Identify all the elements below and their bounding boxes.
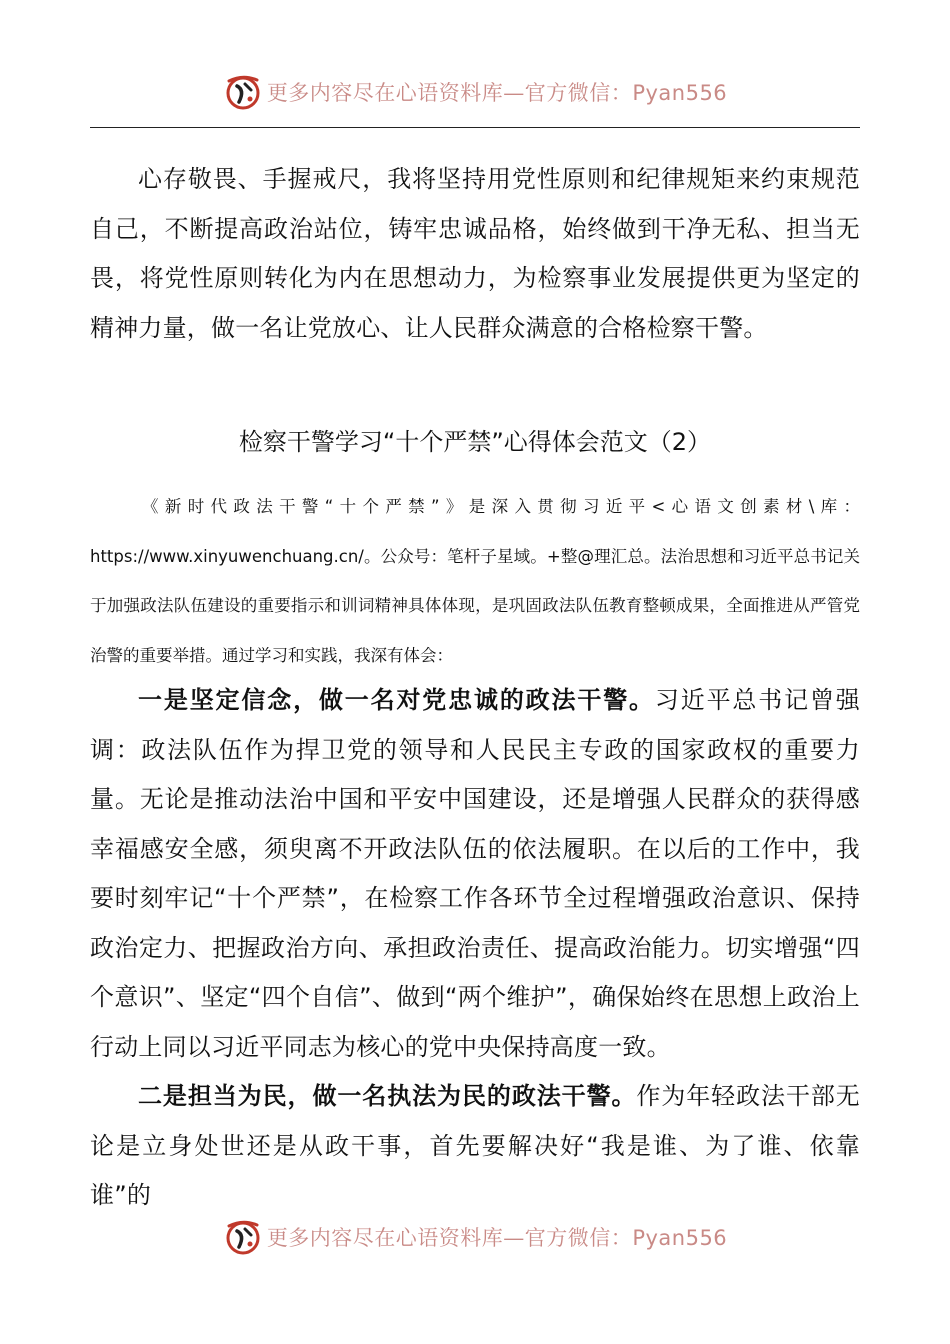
footer-watermark (0, 1215, 950, 1259)
brand-logo-icon (223, 1217, 263, 1257)
brand-logo-icon (223, 72, 263, 112)
point-1-lead: 一是坚定信念，做一名对党忠诚的政法干警。 (138, 686, 655, 714)
wechat-id: Pyan556 (632, 1226, 728, 1250)
wechat-id: Pyan556 (632, 81, 728, 105)
watermark-text: 更多内容尽在心语资料库—官方微信：Pyan556 (266, 1226, 728, 1250)
point-1-body: 习近平总书记曾强调：政法队伍作为捍卫党的领导和人民民主专政的国家政权的重要力量。无论是推动法治中国和平安中国建设，还是增强人民群众的获得感幸福感安全感，须臾离不开政法队伍的依法履职。在以后的工作中，我要时刻牢记“十个严禁”，在检察工作各环节全过程增强政治意识、保持政治定力、把握政治方向、承担政治责任、提高政治能力。切实增强“四个意识”、坚定“四个自信”、做到“两个维护”，确保始终在思想上政治上行动上同以习近平同志为核心的党中央保持高度一致。 (90, 686, 860, 1061)
point-2-lead: 二是担当为民，做一名执法为民的政法干警。 (138, 1082, 637, 1110)
point-2-paragraph (90, 1072, 860, 1221)
point-1-paragraph (90, 676, 860, 1072)
point-2-body: 作为年轻政法干部无论是立身处世还是从政干事，首先要解决好“我是谁、为了谁、依靠谁”的 (90, 1082, 860, 1209)
watermark-text: 更多内容尽在心语资料库—官方微信：Pyan556 (266, 81, 728, 105)
article-title: 检察干警学习“十个严禁”心得体会范文（2） (238, 428, 712, 456)
article-intro: 《新时代政法干警“十个严禁”》是深入贯彻习近平<心语文创素材\库：https://www.xinyuwenchuang.cn/。公众号：笔杆子星域。+整@理汇总。法治思想和习近平总书记关于加强政法队伍建设的重要指示和训词精神具体体现，是巩固政法队伍教育整顿成果，全面推进从严管党治警的重要举措。通过学习和实践，我深有体会： (90, 497, 860, 665)
header-watermark (0, 70, 950, 114)
header-divider (90, 127, 860, 128)
closing-paragraph: 心存敬畏、手握戒尺，我将坚持用党性原则和纪律规矩来约束规范自己，不断提高政治站位，铸牢忠诚品格，始终做到干净无私、担当无畏，将党性原则转化为内在思想动力，为检察事业发展提供更为坚定的精神力量，做一名让党放心、让人民群众满意的合格检察干警。 (90, 165, 860, 342)
